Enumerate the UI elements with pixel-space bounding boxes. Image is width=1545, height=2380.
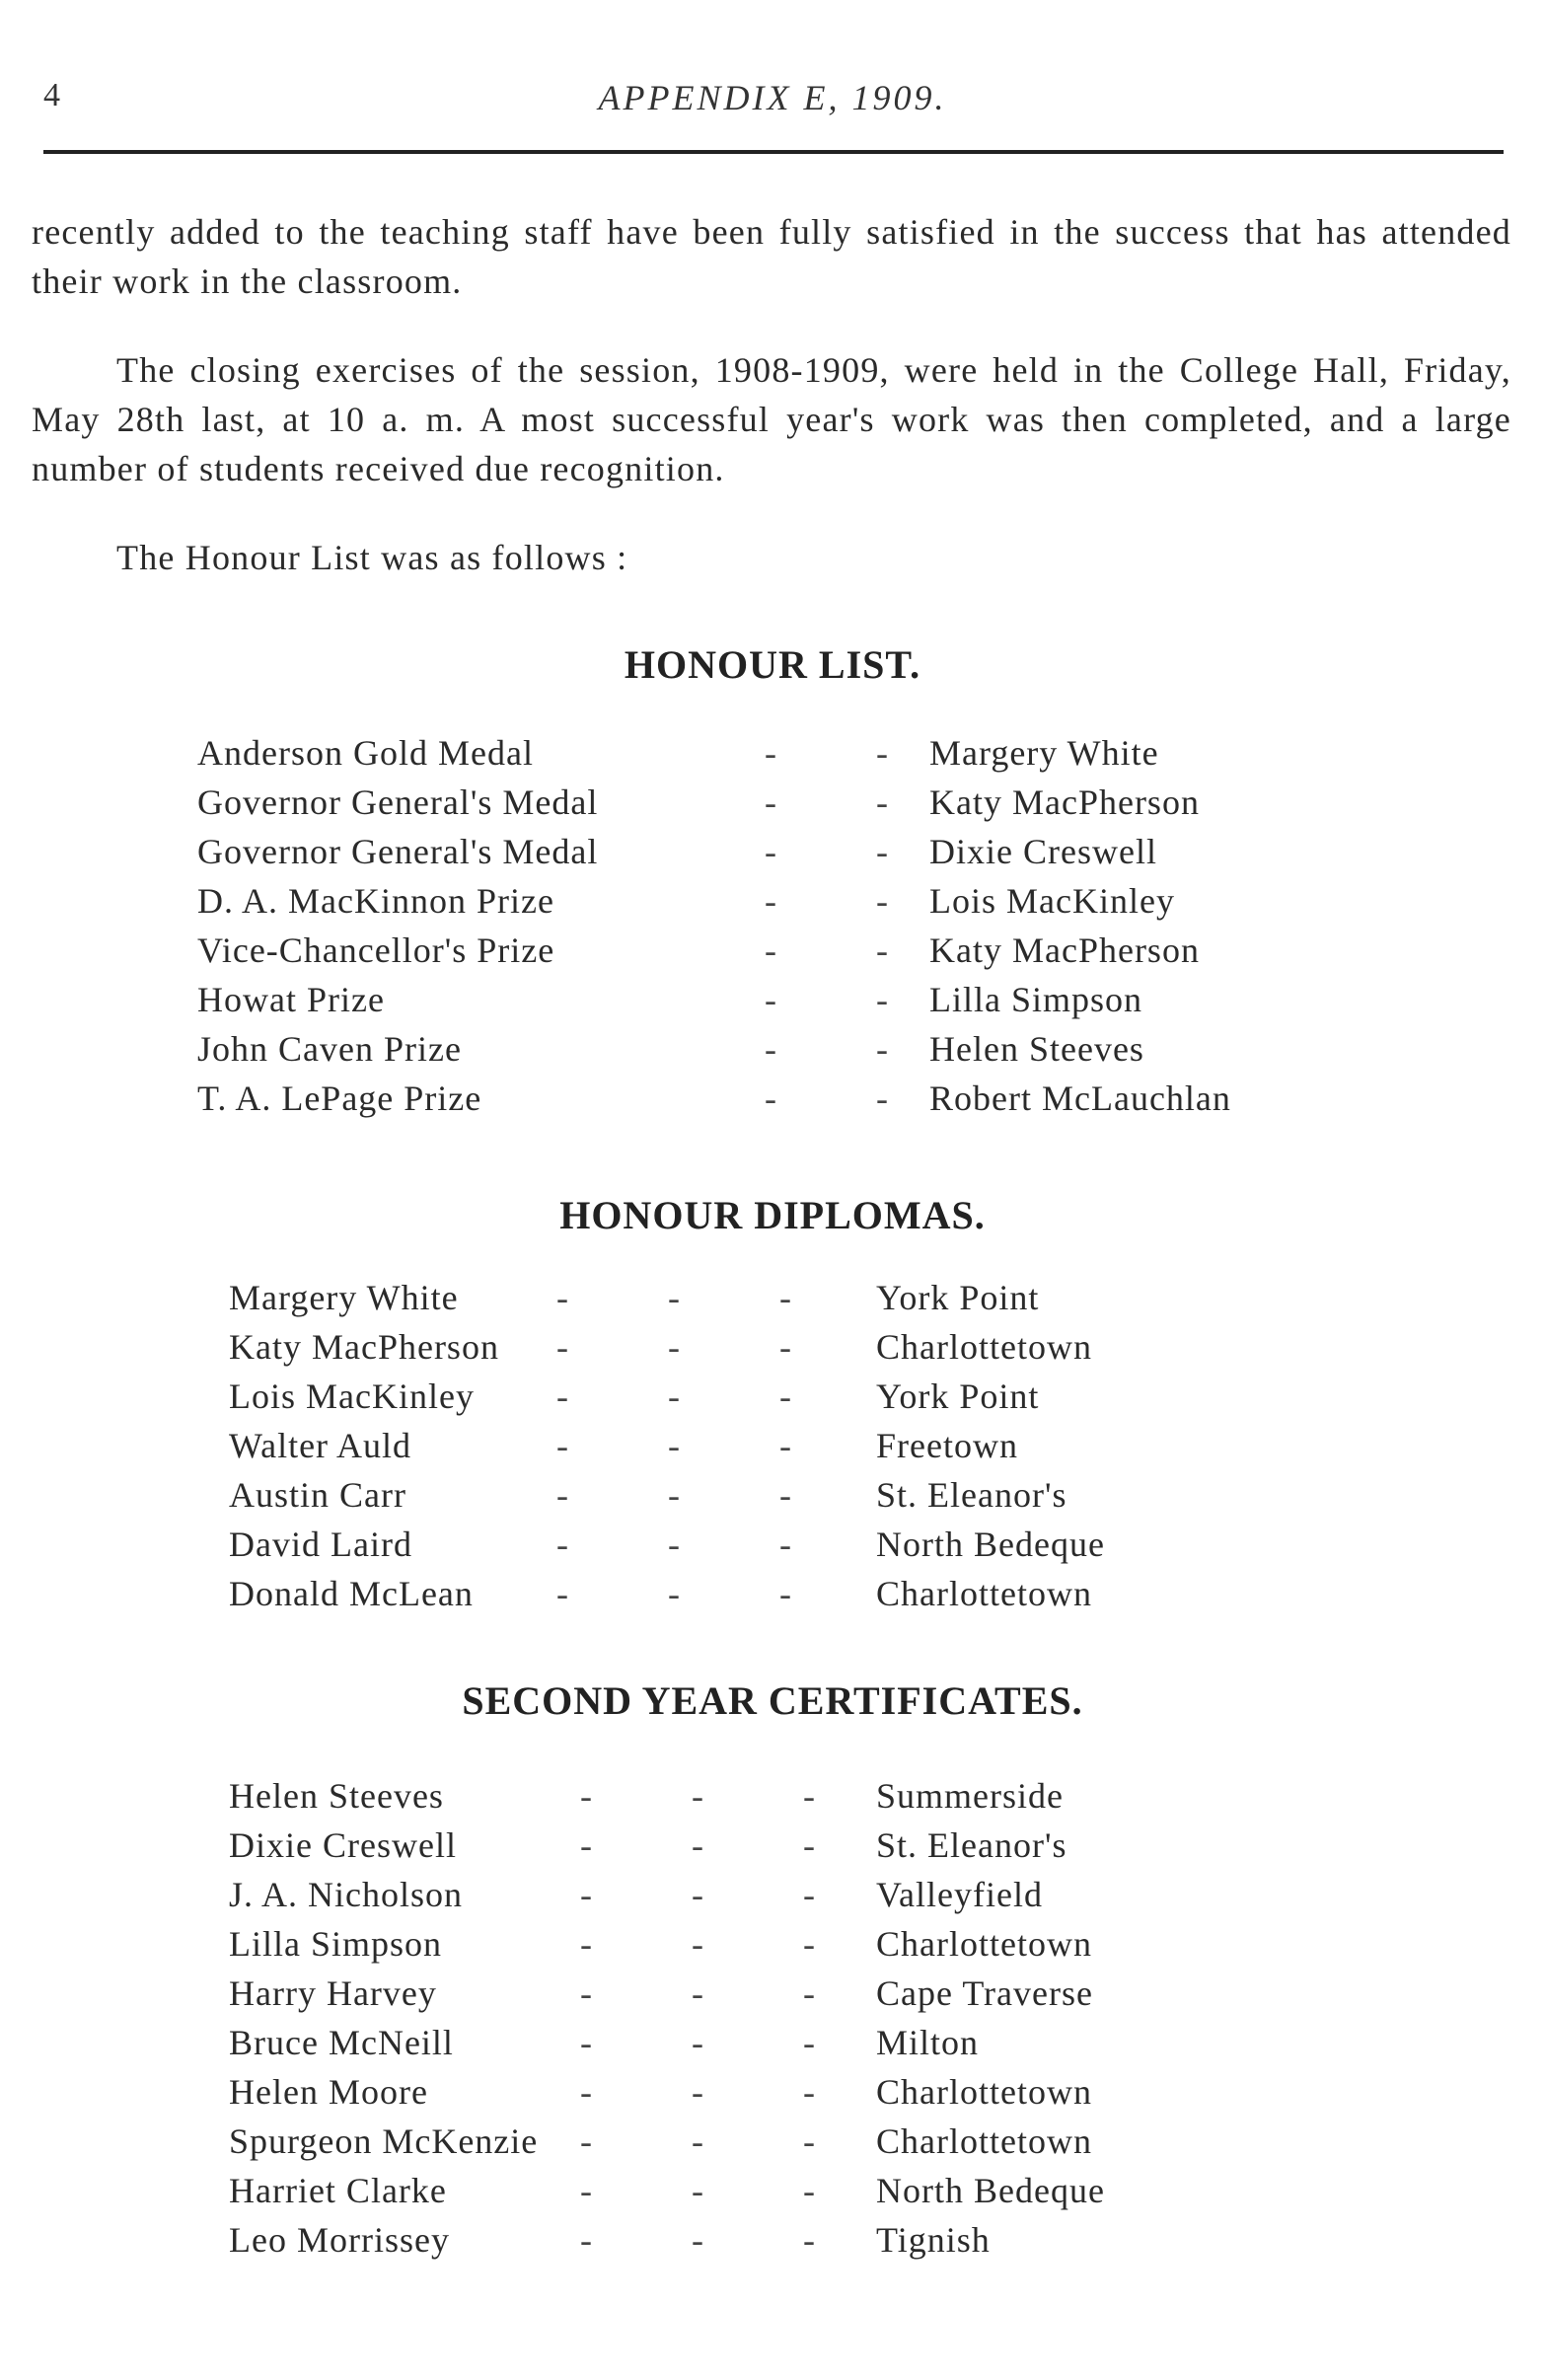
diploma-row-value: York Point <box>876 1376 1040 1416</box>
certificate-row <box>229 2067 1413 2117</box>
paragraph-closing-exercises: The closing exercises of the session, 1908-1909, were held in the College Hall, Friday, May 28th last, at 10 a. m. A most successful year's work was then completed, and a large number of students received due recognition. <box>32 350 1511 488</box>
diploma-row-value: Charlottetown <box>876 1327 1092 1367</box>
diploma-row-label: Katy MacPherson <box>229 1327 499 1367</box>
certificate-row-label: Helen Steeves <box>229 1776 444 1816</box>
dash-leader: - - - <box>580 2220 860 2260</box>
honour-list-row-value: Katy MacPherson <box>929 782 1200 822</box>
honour-list-row-value: Lois MacKinley <box>929 881 1175 921</box>
dash-leader: - - <box>765 1029 933 1069</box>
diploma-row <box>229 1372 1413 1421</box>
honour-list-row-value: Dixie Creswell <box>929 832 1157 871</box>
diploma-row-value: Charlottetown <box>876 1574 1092 1613</box>
honour-list-row <box>197 975 1381 1024</box>
certificate-row-label: Harriet Clarke <box>229 2171 447 2210</box>
honour-list-row-value: Margery White <box>929 733 1159 773</box>
diploma-row <box>229 1470 1413 1520</box>
honour-list-row <box>197 1074 1381 1123</box>
certificate-row-value: Summerside <box>876 1776 1064 1816</box>
page-header <box>0 69 1545 128</box>
dash-leader: - - - <box>580 1776 860 1816</box>
diploma-row <box>229 1569 1413 1618</box>
diploma-row-label: Donald McLean <box>229 1574 474 1613</box>
certificate-row <box>229 1969 1413 2018</box>
paragraph-continuation: recently added to the teaching staff have been fully satisfied in the success that has attended their work in the classroom. <box>32 212 1511 301</box>
diploma-row-value: Freetown <box>876 1426 1018 1465</box>
dash-leader: - - - <box>580 2121 860 2161</box>
certificate-row-label: Leo Morrissey <box>229 2220 450 2260</box>
honour-list-row-value: Helen Steeves <box>929 1029 1144 1069</box>
dash-leader: - - - <box>580 2023 860 2062</box>
honour-list <box>197 728 1381 1123</box>
certificate-row-value: Valleyfield <box>876 1875 1043 1914</box>
diploma-row <box>229 1322 1413 1372</box>
honour-list-row <box>197 728 1381 778</box>
dash-leader: - - - <box>556 1278 837 1317</box>
honour-list-row-value: Lilla Simpson <box>929 980 1143 1019</box>
honour-list-row-label: Governor General's Medal <box>197 782 599 822</box>
certificate-row-label: Spurgeon McKenzie <box>229 2121 539 2161</box>
honour-list-row <box>197 778 1381 827</box>
diploma-row <box>229 1421 1413 1470</box>
certificate-row-value: Charlottetown <box>876 2072 1092 2112</box>
certificate-row-label: Bruce McNeill <box>229 2023 454 2062</box>
dash-leader: - - - <box>556 1525 837 1564</box>
paragraph-honour-intro: The Honour List was as follows : <box>116 538 628 577</box>
diploma-row <box>229 1520 1413 1569</box>
certificate-row-label: J. A. Nicholson <box>229 1875 464 1914</box>
honour-list-row <box>197 926 1381 975</box>
dash-leader: - - <box>765 832 933 871</box>
honour-list-title: HONOUR LIST. <box>624 642 921 687</box>
certificate-row-value: St. Eleanor's <box>876 1825 1067 1865</box>
certificate-row <box>229 2166 1413 2215</box>
certificate-row-label: Helen Moore <box>229 2072 428 2112</box>
dash-leader: - - <box>765 733 933 773</box>
certificate-row <box>229 1821 1413 1870</box>
certificate-row <box>229 2215 1413 2265</box>
honour-list-row-label: D. A. MacKinnon Prize <box>197 881 554 921</box>
dash-leader: - - - <box>580 1973 860 2013</box>
certificate-row <box>229 1919 1413 1969</box>
header-rule <box>43 150 1504 154</box>
second-year-certificates-list <box>229 1771 1413 2265</box>
dash-leader: - - - <box>580 1875 860 1914</box>
diploma-row-label: Lois MacKinley <box>229 1376 475 1416</box>
dash-leader: - - <box>765 930 933 970</box>
running-head: APPENDIX E, 1909. <box>598 78 947 117</box>
honour-list-row <box>197 1024 1381 1074</box>
diploma-row-label: David Laird <box>229 1525 412 1564</box>
certificate-row-value: Tignish <box>876 2220 991 2260</box>
diploma-row-value: York Point <box>876 1278 1040 1317</box>
honour-list-row <box>197 876 1381 926</box>
certificate-row-value: Cape Traverse <box>876 1973 1093 2013</box>
certificate-row-value: Charlottetown <box>876 1924 1092 1964</box>
dash-leader: - - <box>765 782 933 822</box>
certificate-row-value: Milton <box>876 2023 980 2062</box>
dash-leader: - - - <box>556 1574 837 1613</box>
dash-leader: - - <box>765 980 933 1019</box>
diploma-row-label: Walter Auld <box>229 1426 412 1465</box>
dash-leader: - - - <box>580 2072 860 2112</box>
second-year-certificates-title: SECOND YEAR CERTIFICATES. <box>462 1678 1083 1723</box>
honour-list-row-label: T. A. LePage Prize <box>197 1078 482 1118</box>
page-number: 4 <box>43 77 60 113</box>
certificate-row-label: Lilla Simpson <box>229 1924 443 1964</box>
certificate-row-value: Charlottetown <box>876 2121 1092 2161</box>
dash-leader: - - - <box>556 1426 837 1465</box>
honour-list-row-label: Anderson Gold Medal <box>197 733 534 773</box>
honour-diplomas-list <box>229 1273 1413 1618</box>
certificate-row <box>229 1870 1413 1919</box>
dash-leader: - - - <box>556 1376 837 1416</box>
honour-list-row-label: Governor General's Medal <box>197 832 599 871</box>
certificate-row-label: Harry Harvey <box>229 1973 437 2013</box>
diploma-row-value: North Bedeque <box>876 1525 1105 1564</box>
dash-leader: - - <box>765 881 933 921</box>
honour-diplomas-title: HONOUR DIPLOMAS. <box>559 1193 986 1237</box>
dash-leader: - - - <box>580 1825 860 1865</box>
certificate-row-label: Dixie Creswell <box>229 1825 457 1865</box>
dash-leader: - - - <box>556 1327 837 1367</box>
honour-list-row-label: Vice-Chancellor's Prize <box>197 930 555 970</box>
diploma-row-label: Austin Carr <box>229 1475 406 1515</box>
honour-list-row-value: Robert McLauchlan <box>929 1078 1231 1118</box>
honour-list-row-label: John Caven Prize <box>197 1029 462 1069</box>
dash-leader: - - - <box>580 1924 860 1964</box>
dash-leader: - - - <box>556 1475 837 1515</box>
honour-list-row-value: Katy MacPherson <box>929 930 1200 970</box>
diploma-row-label: Margery White <box>229 1278 459 1317</box>
certificate-row <box>229 2018 1413 2067</box>
diploma-row <box>229 1273 1413 1322</box>
certificate-row <box>229 1771 1413 1821</box>
honour-list-row-label: Howat Prize <box>197 980 385 1019</box>
dash-leader: - - - <box>580 2171 860 2210</box>
certificate-row-value: North Bedeque <box>876 2171 1105 2210</box>
certificate-row <box>229 2117 1413 2166</box>
diploma-row-value: St. Eleanor's <box>876 1475 1067 1515</box>
honour-list-row <box>197 827 1381 876</box>
dash-leader: - - <box>765 1078 933 1118</box>
